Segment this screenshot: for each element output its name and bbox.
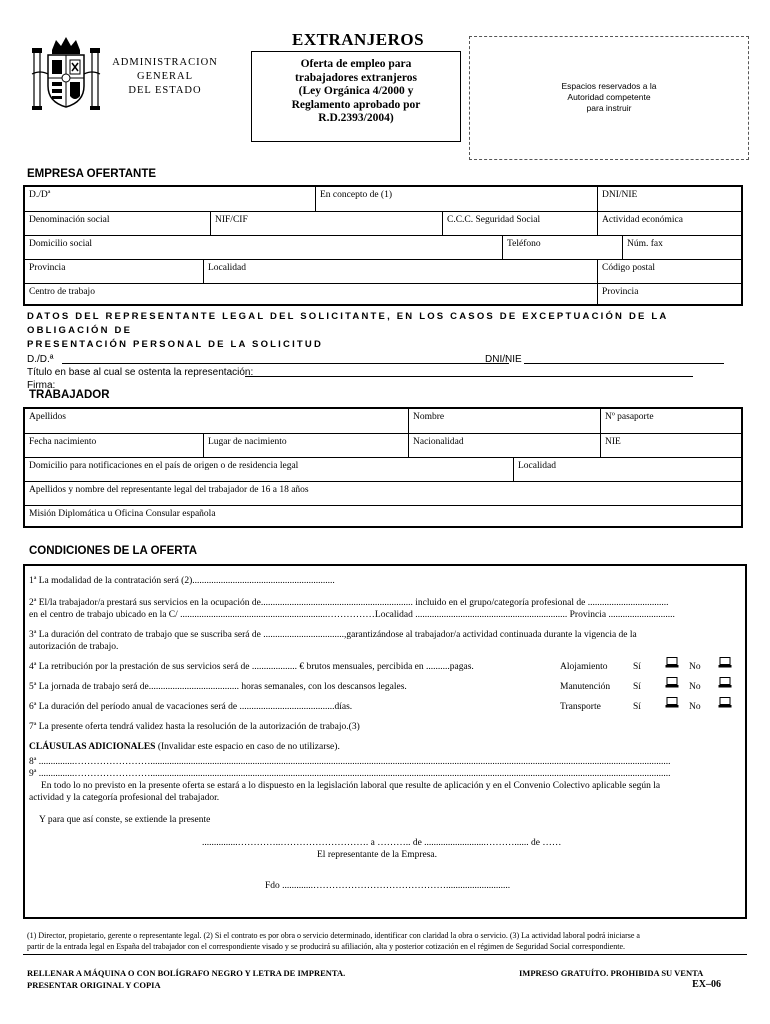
place-date-field[interactable]: ...............…………..………………………. a ……….. de ..........................………...... de ……: [202, 838, 562, 848]
empresa-ccc-label: C.C.C. Seguridad Social: [447, 215, 541, 225]
representante-titulo-label: Título en base al cual se ostenta la representación:: [27, 367, 254, 378]
trabajador-pasaporte-label: Nº pasaporte: [605, 412, 654, 422]
empresa-row-4: [25, 259, 741, 283]
previsto-line-1: En todo lo no previsto en la presente oferta se estará a lo dispuesto en la legislación laboral que resulte de aplicación y en el Convenio Colectivo aplicable según la: [41, 781, 661, 791]
clause-9[interactable]: 9ª ...............……………………...........................................................................................................................................................................................................................: [29, 769, 671, 779]
empresa-denominacion-label: Denominación social: [29, 215, 110, 225]
manutencion-no-checkbox[interactable]: [718, 677, 732, 688]
form-title-line-4: Reglamento aprobado por: [291, 98, 421, 111]
trabajador-apellidos-field[interactable]: [25, 409, 408, 433]
form-title-box: [251, 51, 461, 142]
form-code: EX–06: [692, 979, 721, 990]
trabajador-nombre-label: Nombre: [413, 412, 445, 422]
clause-3-line-2: autorización de trabajo.: [29, 642, 119, 652]
trabajador-nie-field[interactable]: [600, 434, 741, 457]
empresa-d-label: D./Dª: [29, 190, 51, 200]
transporte-label: Transporte: [560, 702, 601, 712]
empresa-nif-field[interactable]: [210, 212, 442, 235]
footer-divider: [23, 954, 747, 955]
empresa-row-1: [25, 187, 741, 211]
manutencion-si-checkbox[interactable]: [665, 677, 679, 688]
trabajador-row-2: [25, 433, 741, 457]
trabajador-pasaporte-field[interactable]: [600, 409, 741, 433]
empresa-concepto-label: En concepto de (1): [320, 190, 393, 200]
clause-7: 7ª La presente oferta tendrá validez hasta la resolución de la autorización de trabajo.(3): [29, 722, 360, 732]
form-title-line-3: (Ley Orgánica 4/2000 y: [298, 85, 414, 97]
reserved-line-1: Espacios reservados a la: [561, 81, 657, 91]
representante-title-line-1: DATOS DEL REPRESENTANTE LEGAL DEL SOLICITANTE, EN LOS CASOS DE EXCEPTUACIÓN DE LA OBLIGACIÓN DE: [27, 311, 669, 336]
footer-instructions: [27, 967, 345, 991]
clausulas-adicionales: [29, 741, 340, 753]
footer-left-line-1: RELLENAR A MÁQUINA O CON BOLÍGRAFO NEGRO Y LETRA DE IMPRENTA.: [27, 968, 346, 978]
empresa-section-title: EMPRESA OFERTANTE: [27, 168, 157, 180]
manutencion-label: Manutención: [560, 682, 611, 692]
representante-section: [27, 310, 743, 392]
clause-8[interactable]: 8ª ...............……………………...........................................................................................................................................................................................................................: [29, 757, 671, 767]
trabajador-table: [23, 407, 743, 528]
empresa-actividad-field[interactable]: [597, 212, 741, 235]
clause-6[interactable]: 6ª La duración del período anual de vacaciones será de ........................................días.: [29, 702, 353, 712]
trabajador-mision-label: Misión Diplomática u Oficina Consular española: [29, 509, 216, 519]
trabajador-nacionalidad-field[interactable]: [408, 434, 600, 457]
transporte-si-label: Sí: [633, 702, 641, 712]
coat-of-arms-emblem: [30, 34, 102, 114]
empresa-representative-caption: El representante de la Empresa.: [317, 850, 438, 860]
empresa-d-field[interactable]: [25, 187, 315, 211]
empresa-dni-field[interactable]: [597, 187, 741, 211]
empresa-provincia2-label: Provincia: [602, 287, 639, 297]
empresa-localidad-label: Localidad: [208, 263, 246, 273]
transporte-no-checkbox[interactable]: [718, 697, 732, 708]
empresa-domicilio-field[interactable]: [25, 236, 502, 259]
trabajador-nie-label: NIE: [605, 437, 621, 447]
admin-line-1: ADMINISTRACION: [112, 57, 218, 68]
manutencion-si-label: Sí: [633, 682, 641, 692]
representante-d-label: D./D.ª: [27, 354, 54, 365]
trabajador-row-1: [25, 409, 741, 433]
clause-5[interactable]: 5ª La jornada de trabajo será de...................................... horas semanales, con los descansos legales.: [29, 682, 407, 692]
form-title-line-2: trabajadores extranjeros: [295, 71, 417, 84]
empresa-fax-label: Núm. fax: [627, 239, 663, 249]
empresa-provincia-label: Provincia: [29, 263, 66, 273]
footer-right-line-1: IMPRESO GRATUÍTO. PROHIBIDA SU VENTA: [519, 968, 704, 978]
trabajador-row-3: [25, 457, 741, 481]
footnote-line-1: (1) Director, propietario, gerente o representante legal. (2) Si el contrato es por obra o servicio determinado, identificar con claridad la obra o servicio. (3) La actividad laboral podrá iniciarse a: [27, 931, 640, 940]
trabajador-section-title: TRABAJADOR: [29, 389, 110, 401]
empresa-fax-field[interactable]: [622, 236, 741, 259]
empresa-actividad-label: Actividad económica: [602, 215, 683, 225]
trabajador-fecha-field[interactable]: [25, 434, 203, 457]
alojamiento-label: Alojamiento: [560, 662, 608, 672]
manutencion-no-label: No: [689, 682, 701, 692]
trabajador-row-4: [25, 481, 741, 505]
clausulas-title: CLÁUSULAS ADICIONALES: [29, 742, 156, 752]
empresa-dni-label: DNI/NIE: [602, 190, 638, 200]
footnote-line-2: partir de la entrada legal en España del trabajador con el correspondiente visado y se producirá su afiliación, alta y posterior cotización en el régimen de Seguridad Social correspondiente.: [27, 942, 625, 951]
empresa-ccc-field[interactable]: [442, 212, 597, 235]
trabajador-domicilio-label: Domicilio para notificaciones en el país de origen o de residencia legal: [29, 461, 299, 471]
trabajador-domicilio-field[interactable]: [25, 458, 513, 481]
empresa-cp-label: Código postal: [602, 263, 656, 273]
alojamiento-no-label: No: [689, 662, 701, 672]
previsto-line-2: actividad y la categoría profesional del trabajador.: [29, 793, 220, 803]
empresa-concepto-field[interactable]: [315, 187, 597, 211]
empresa-table: [23, 185, 743, 306]
representante-firma-label: Firma:: [27, 380, 56, 391]
empresa-centro-label: Centro de trabajo: [29, 287, 95, 297]
transporte-no-label: No: [689, 702, 701, 712]
empresa-centro-field[interactable]: [25, 284, 597, 306]
empresa-telefono-field[interactable]: [502, 236, 622, 259]
conste-text: Y para que así conste, se extiende la presente: [39, 815, 211, 825]
trabajador-apellidos-label: Apellidos: [29, 412, 66, 422]
reserved-authority-area[interactable]: [469, 36, 749, 160]
page-title: EXTRANJEROS: [292, 30, 425, 49]
footnotes: [27, 930, 747, 952]
representante-dni-input[interactable]: [524, 363, 724, 364]
empresa-cp-field[interactable]: [597, 260, 741, 283]
empresa-nif-label: NIF/CIF: [215, 215, 248, 225]
condiciones-box: [23, 564, 747, 919]
trabajador-representante-label: Apellidos y nombre del representante legal del trabajador de 16 a 18 años: [29, 485, 309, 495]
clause-1[interactable]: 1ª La modalidad de la contratación será (2)............................................................: [29, 576, 335, 586]
form-title-line-1: Oferta de empleo para: [300, 58, 412, 70]
empresa-denominacion-field[interactable]: [25, 212, 210, 235]
representante-title-line-2: PRESENTACIÓN PERSONAL DE LA SOLICITUD: [27, 339, 324, 350]
clause-4[interactable]: 4ª La retribución por la prestación de sus servicios será de ................... € brutos mensuales, percibida en ..........pagas.: [29, 662, 474, 672]
trabajador-representante-field[interactable]: [25, 482, 741, 505]
trabajador-localidad-field[interactable]: [513, 458, 741, 481]
clause-3-line-1[interactable]: 3ª La duración del contrato de trabajo que se suscriba será de ..................................,garantizándose al trabajador/a actividad continuada durante la vigencia de la: [29, 630, 637, 640]
representante-d-input[interactable]: [62, 363, 509, 364]
empresa-domicilio-label: Domicilio social: [29, 239, 93, 249]
condiciones-section-title: CONDICIONES DE LA OFERTA: [29, 545, 198, 557]
empresa-localidad-field[interactable]: [203, 260, 597, 283]
signature-field[interactable]: Fdo .............……………………………………...........................: [265, 881, 511, 891]
empresa-provincia-field[interactable]: [25, 260, 203, 283]
clause-2-line-1[interactable]: 2ª El/la trabajador/a prestará sus servicios en la ocupación de................................................................ incluido en el grupo/categoría profesional de ..................................: [29, 598, 669, 608]
trabajador-localidad-label: Localidad: [518, 461, 556, 471]
issuing-authority: [110, 56, 220, 98]
empresa-row-3: [25, 235, 741, 259]
representante-titulo-input[interactable]: [245, 376, 693, 377]
empresa-provincia2-field[interactable]: [597, 284, 741, 306]
reserved-line-3: para instruir: [586, 103, 632, 113]
transporte-si-checkbox[interactable]: [665, 697, 679, 708]
empresa-telefono-label: Teléfono: [507, 239, 541, 249]
clausulas-note: (Invalidar este espacio en caso de no utilizarse).: [157, 742, 340, 752]
footer-left-line-2: PRESENTAR ORIGINAL Y COPIA: [27, 980, 161, 990]
trabajador-lugar-label: Lugar de nacimiento: [208, 437, 287, 447]
form-title-line-5: R.D.2393/2004): [318, 112, 394, 124]
alojamiento-si-label: Sí: [633, 662, 641, 672]
trabajador-mision-field[interactable]: [25, 506, 741, 528]
footer-notice: [519, 967, 743, 991]
admin-line-3: DEL ESTADO: [128, 85, 202, 96]
trabajador-lugar-field[interactable]: [203, 434, 408, 457]
alojamiento-no-checkbox[interactable]: [718, 657, 732, 668]
reserved-line-2: Autoridad competente: [567, 92, 651, 102]
alojamiento-si-checkbox[interactable]: [665, 657, 679, 668]
clause-2-line-2[interactable]: en el centro de trabajo ubicado en la C/ ..............................................................……………Localidad ................................................................ Provincia ............................: [29, 610, 675, 620]
empresa-row-2: [25, 211, 741, 235]
admin-line-2: GENERAL: [137, 71, 193, 82]
representante-dni-label: DNI/NIE: [485, 354, 522, 365]
empresa-row-5: [25, 283, 741, 306]
trabajador-fecha-label: Fecha nacimiento: [29, 437, 97, 447]
trabajador-nombre-field[interactable]: [408, 409, 600, 433]
trabajador-nacionalidad-label: Nacionalidad: [413, 437, 464, 447]
trabajador-row-5: [25, 505, 741, 528]
